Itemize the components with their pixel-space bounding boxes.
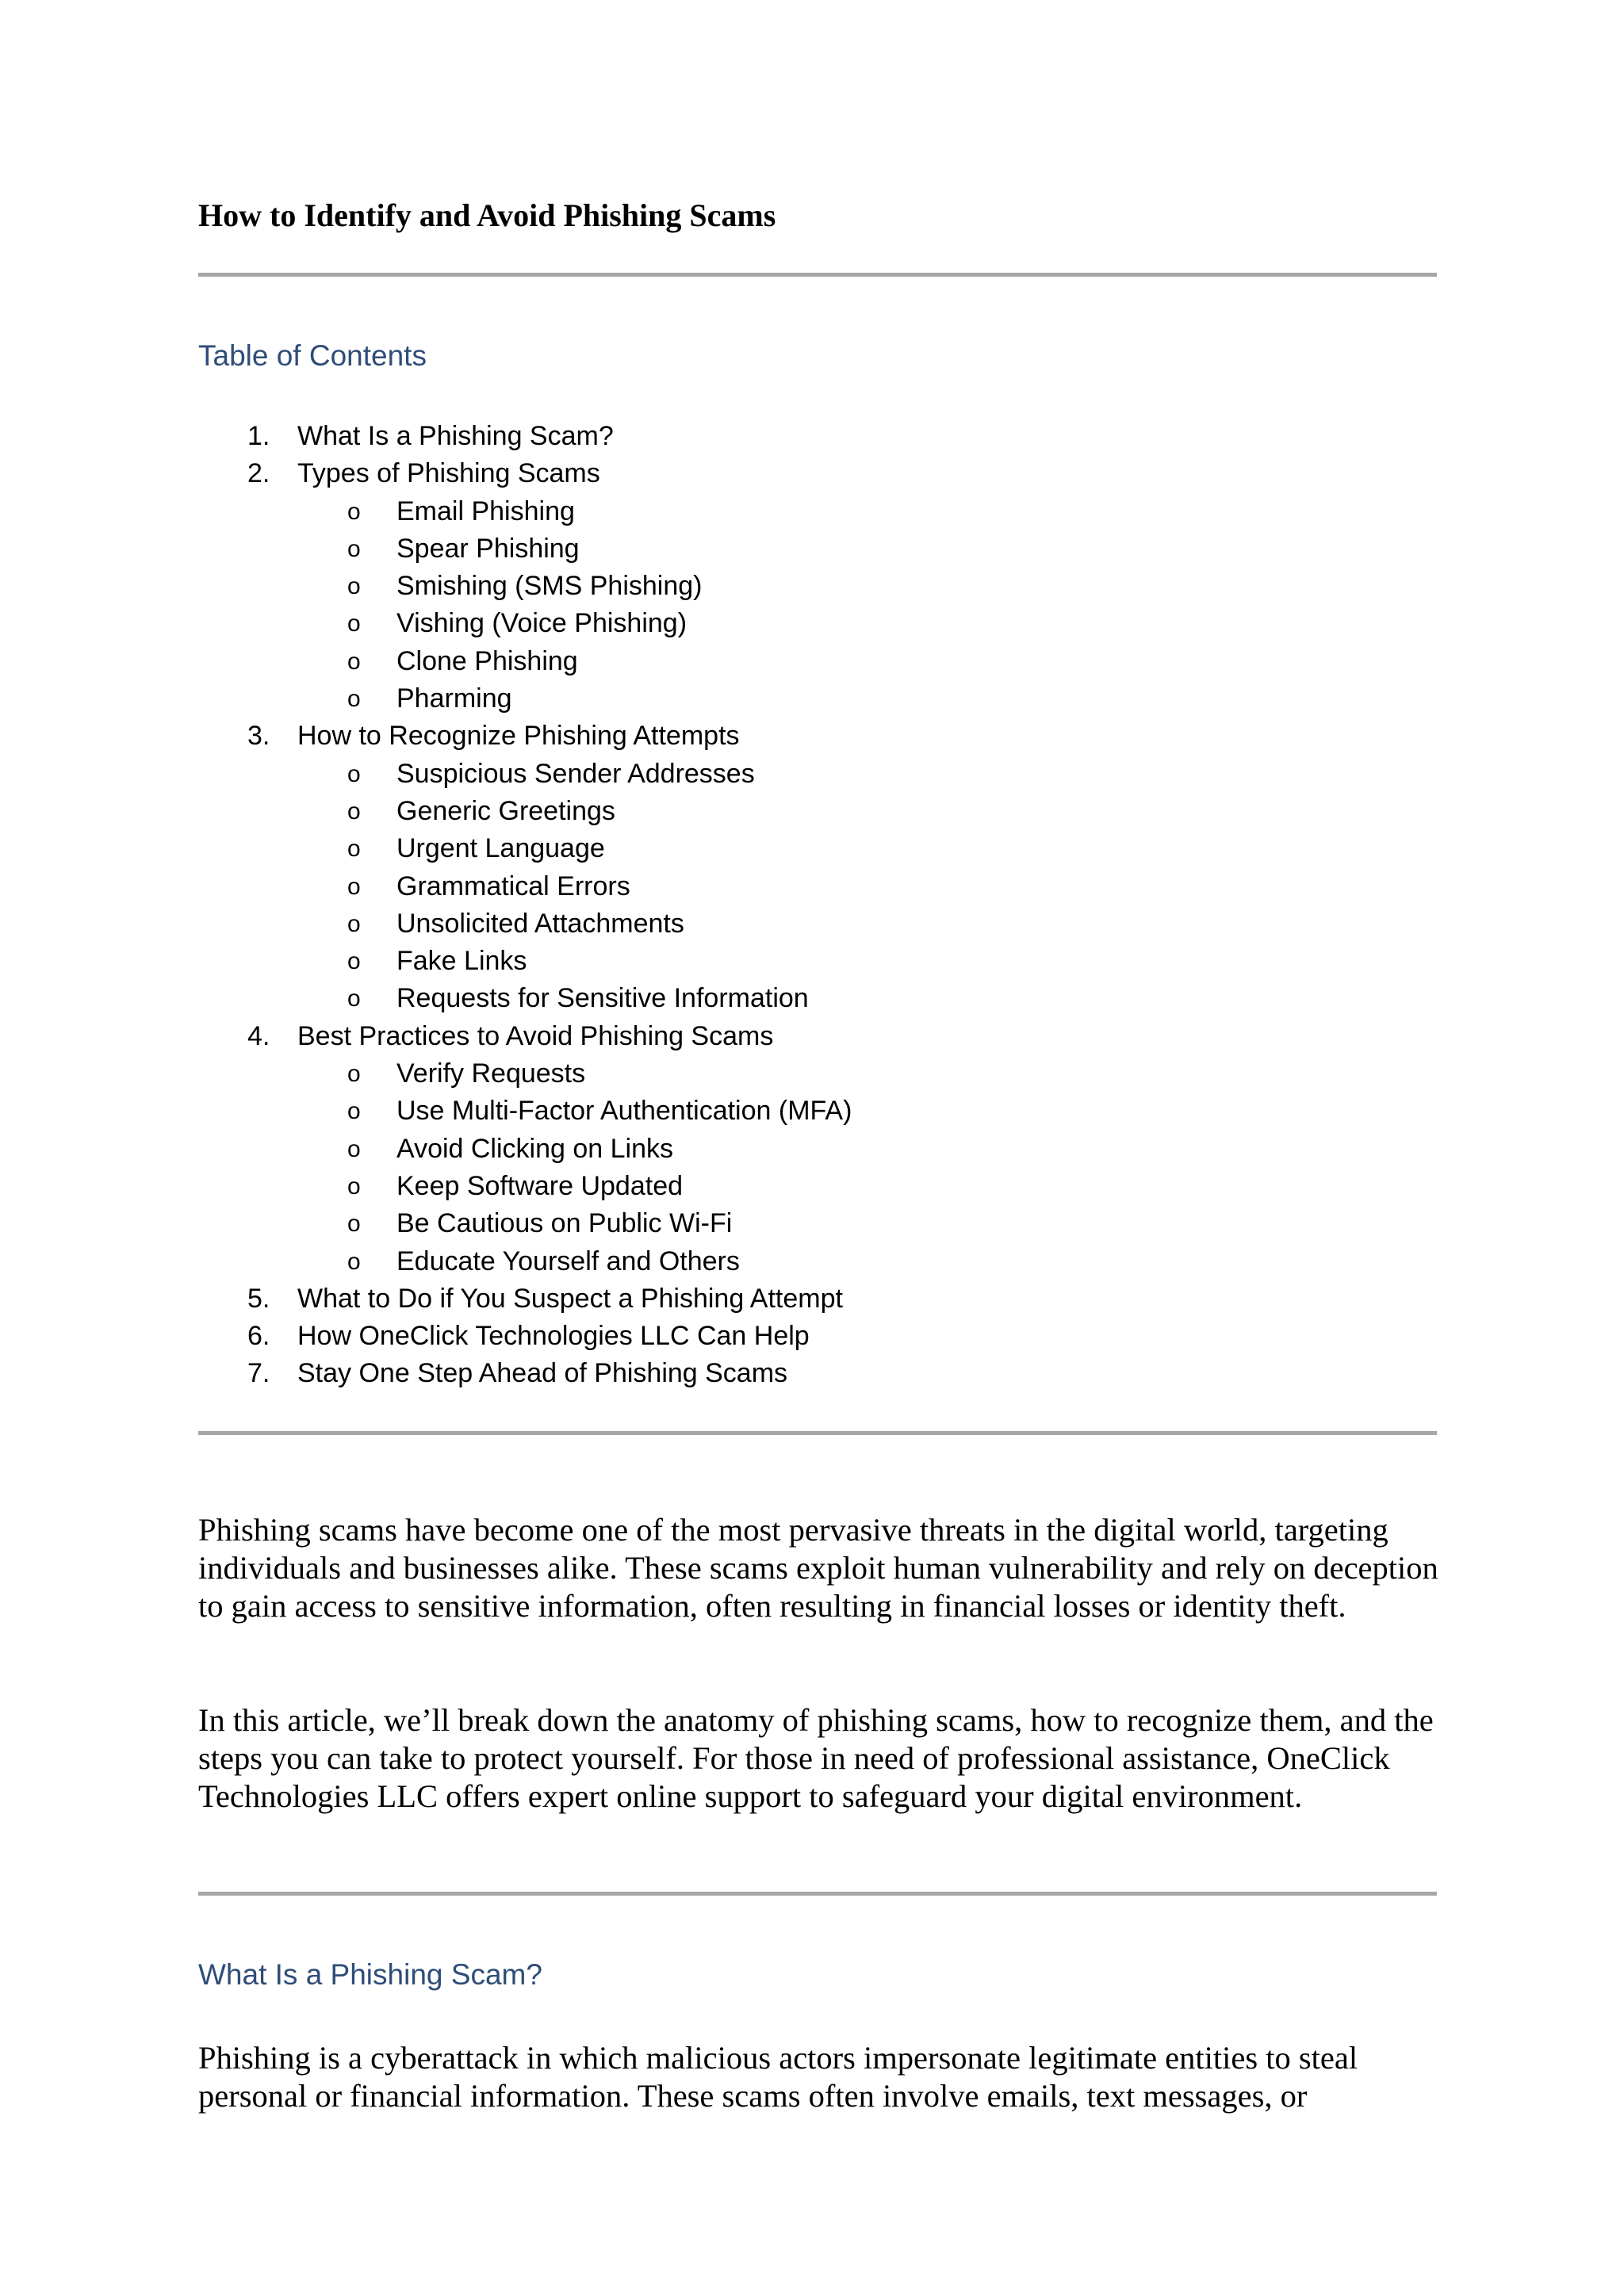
toc-subitem-label: Suspicious Sender Addresses bbox=[396, 758, 755, 789]
intro-paragraph: Phishing scams have become one of the most pervasive threats in the digital world, targeting individuals and businesses alike. These scams exploit human vulnerability and rely on deception to gain access to sensitive information, often resulting in financial losses or identity theft. bbox=[198, 1512, 1438, 1624]
toc-item-label: Stay One Step Ahead of Phishing Scams bbox=[297, 1358, 788, 1389]
toc-item-number: 2. bbox=[247, 458, 270, 489]
toc-subitem-label: Verify Requests bbox=[396, 1058, 586, 1089]
toc-item-label: Types of Phishing Scams bbox=[297, 458, 600, 489]
toc-item-number: 4. bbox=[247, 1020, 270, 1051]
section-heading: What Is a Phishing Scam? bbox=[198, 1958, 542, 1991]
toc-subitem-label: Pharming bbox=[396, 683, 512, 714]
toc-item-number: 7. bbox=[247, 1358, 270, 1389]
toc-heading: Table of Contents bbox=[198, 339, 427, 372]
circle-bullet-icon: o bbox=[347, 1211, 361, 1238]
toc-subitem-label: Use Multi-Factor Authentication (MFA) bbox=[396, 1096, 852, 1127]
toc-subitem-label: Clone Phishing bbox=[396, 645, 578, 676]
circle-bullet-icon: o bbox=[347, 1173, 361, 1200]
toc-subitem-label: Be Cautious on Public Wi-Fi bbox=[396, 1208, 733, 1239]
toc-item-number: 5. bbox=[247, 1283, 270, 1314]
toc-subitem-label: Avoid Clicking on Links bbox=[396, 1133, 673, 1164]
circle-bullet-icon: o bbox=[347, 1135, 361, 1162]
circle-bullet-icon: o bbox=[347, 573, 361, 600]
toc-subitem-label: Educate Yourself and Others bbox=[396, 1246, 740, 1276]
toc-subitem-label: Keep Software Updated bbox=[396, 1170, 684, 1201]
toc-subitem-label: Email Phishing bbox=[396, 496, 575, 526]
circle-bullet-icon: o bbox=[347, 760, 361, 787]
circle-bullet-icon: o bbox=[347, 985, 361, 1012]
intro-paragraph: In this article, we’ll break down the anatomy of phishing scams, how to recognize them, and the steps you can take to protect yourself. For those in need of professional assistance, OneClick Technologies LLC offers expert online support to safeguard your digital environment. bbox=[198, 1702, 1434, 1814]
toc-item-number: 3. bbox=[247, 721, 270, 752]
toc-item-number: 1. bbox=[247, 421, 270, 451]
toc-item-label: What Is a Phishing Scam? bbox=[297, 421, 614, 451]
toc-subitem-label: Fake Links bbox=[396, 946, 527, 977]
circle-bullet-icon: o bbox=[347, 798, 361, 825]
circle-bullet-icon: o bbox=[347, 1061, 361, 1088]
toc-subitem-label: Grammatical Errors bbox=[396, 871, 630, 901]
divider bbox=[198, 1892, 1437, 1896]
toc-item-label: How to Recognize Phishing Attempts bbox=[297, 721, 740, 752]
circle-bullet-icon: o bbox=[347, 1098, 361, 1125]
toc-item-label: How OneClick Technologies LLC Can Help bbox=[297, 1321, 810, 1352]
toc-subitem-label: Smishing (SMS Phishing) bbox=[396, 571, 703, 602]
circle-bullet-icon: o bbox=[347, 836, 361, 863]
circle-bullet-icon: o bbox=[347, 498, 361, 525]
circle-bullet-icon: o bbox=[347, 535, 361, 562]
circle-bullet-icon: o bbox=[347, 686, 361, 713]
circle-bullet-icon: o bbox=[347, 1248, 361, 1275]
toc-item-number: 6. bbox=[247, 1321, 270, 1352]
toc-item-label: Best Practices to Avoid Phishing Scams bbox=[297, 1020, 774, 1051]
document-title: How to Identify and Avoid Phishing Scams bbox=[198, 197, 776, 233]
circle-bullet-icon: o bbox=[347, 873, 361, 900]
toc-subitem-label: Urgent Language bbox=[396, 833, 605, 864]
toc-item-label: What to Do if You Suspect a Phishing Attempt bbox=[297, 1283, 843, 1314]
section-paragraph: Phishing is a cyberattack in which malicious actors impersonate legitimate entities to steal personal or financial information. These scams often involve emails, text messages, or bbox=[198, 2040, 1358, 2114]
divider bbox=[198, 273, 1437, 277]
toc-subitem-label: Spear Phishing bbox=[396, 533, 580, 564]
circle-bullet-icon: o bbox=[347, 648, 361, 675]
divider bbox=[198, 1431, 1437, 1435]
circle-bullet-icon: o bbox=[347, 910, 361, 937]
toc-subitem-label: Vishing (Voice Phishing) bbox=[396, 608, 688, 639]
toc-subitem-label: Generic Greetings bbox=[396, 795, 615, 826]
toc-subitem-label: Requests for Sensitive Information bbox=[396, 983, 809, 1014]
circle-bullet-icon: o bbox=[347, 948, 361, 975]
toc-subitem-label: Unsolicited Attachments bbox=[396, 908, 684, 939]
circle-bullet-icon: o bbox=[347, 610, 361, 637]
